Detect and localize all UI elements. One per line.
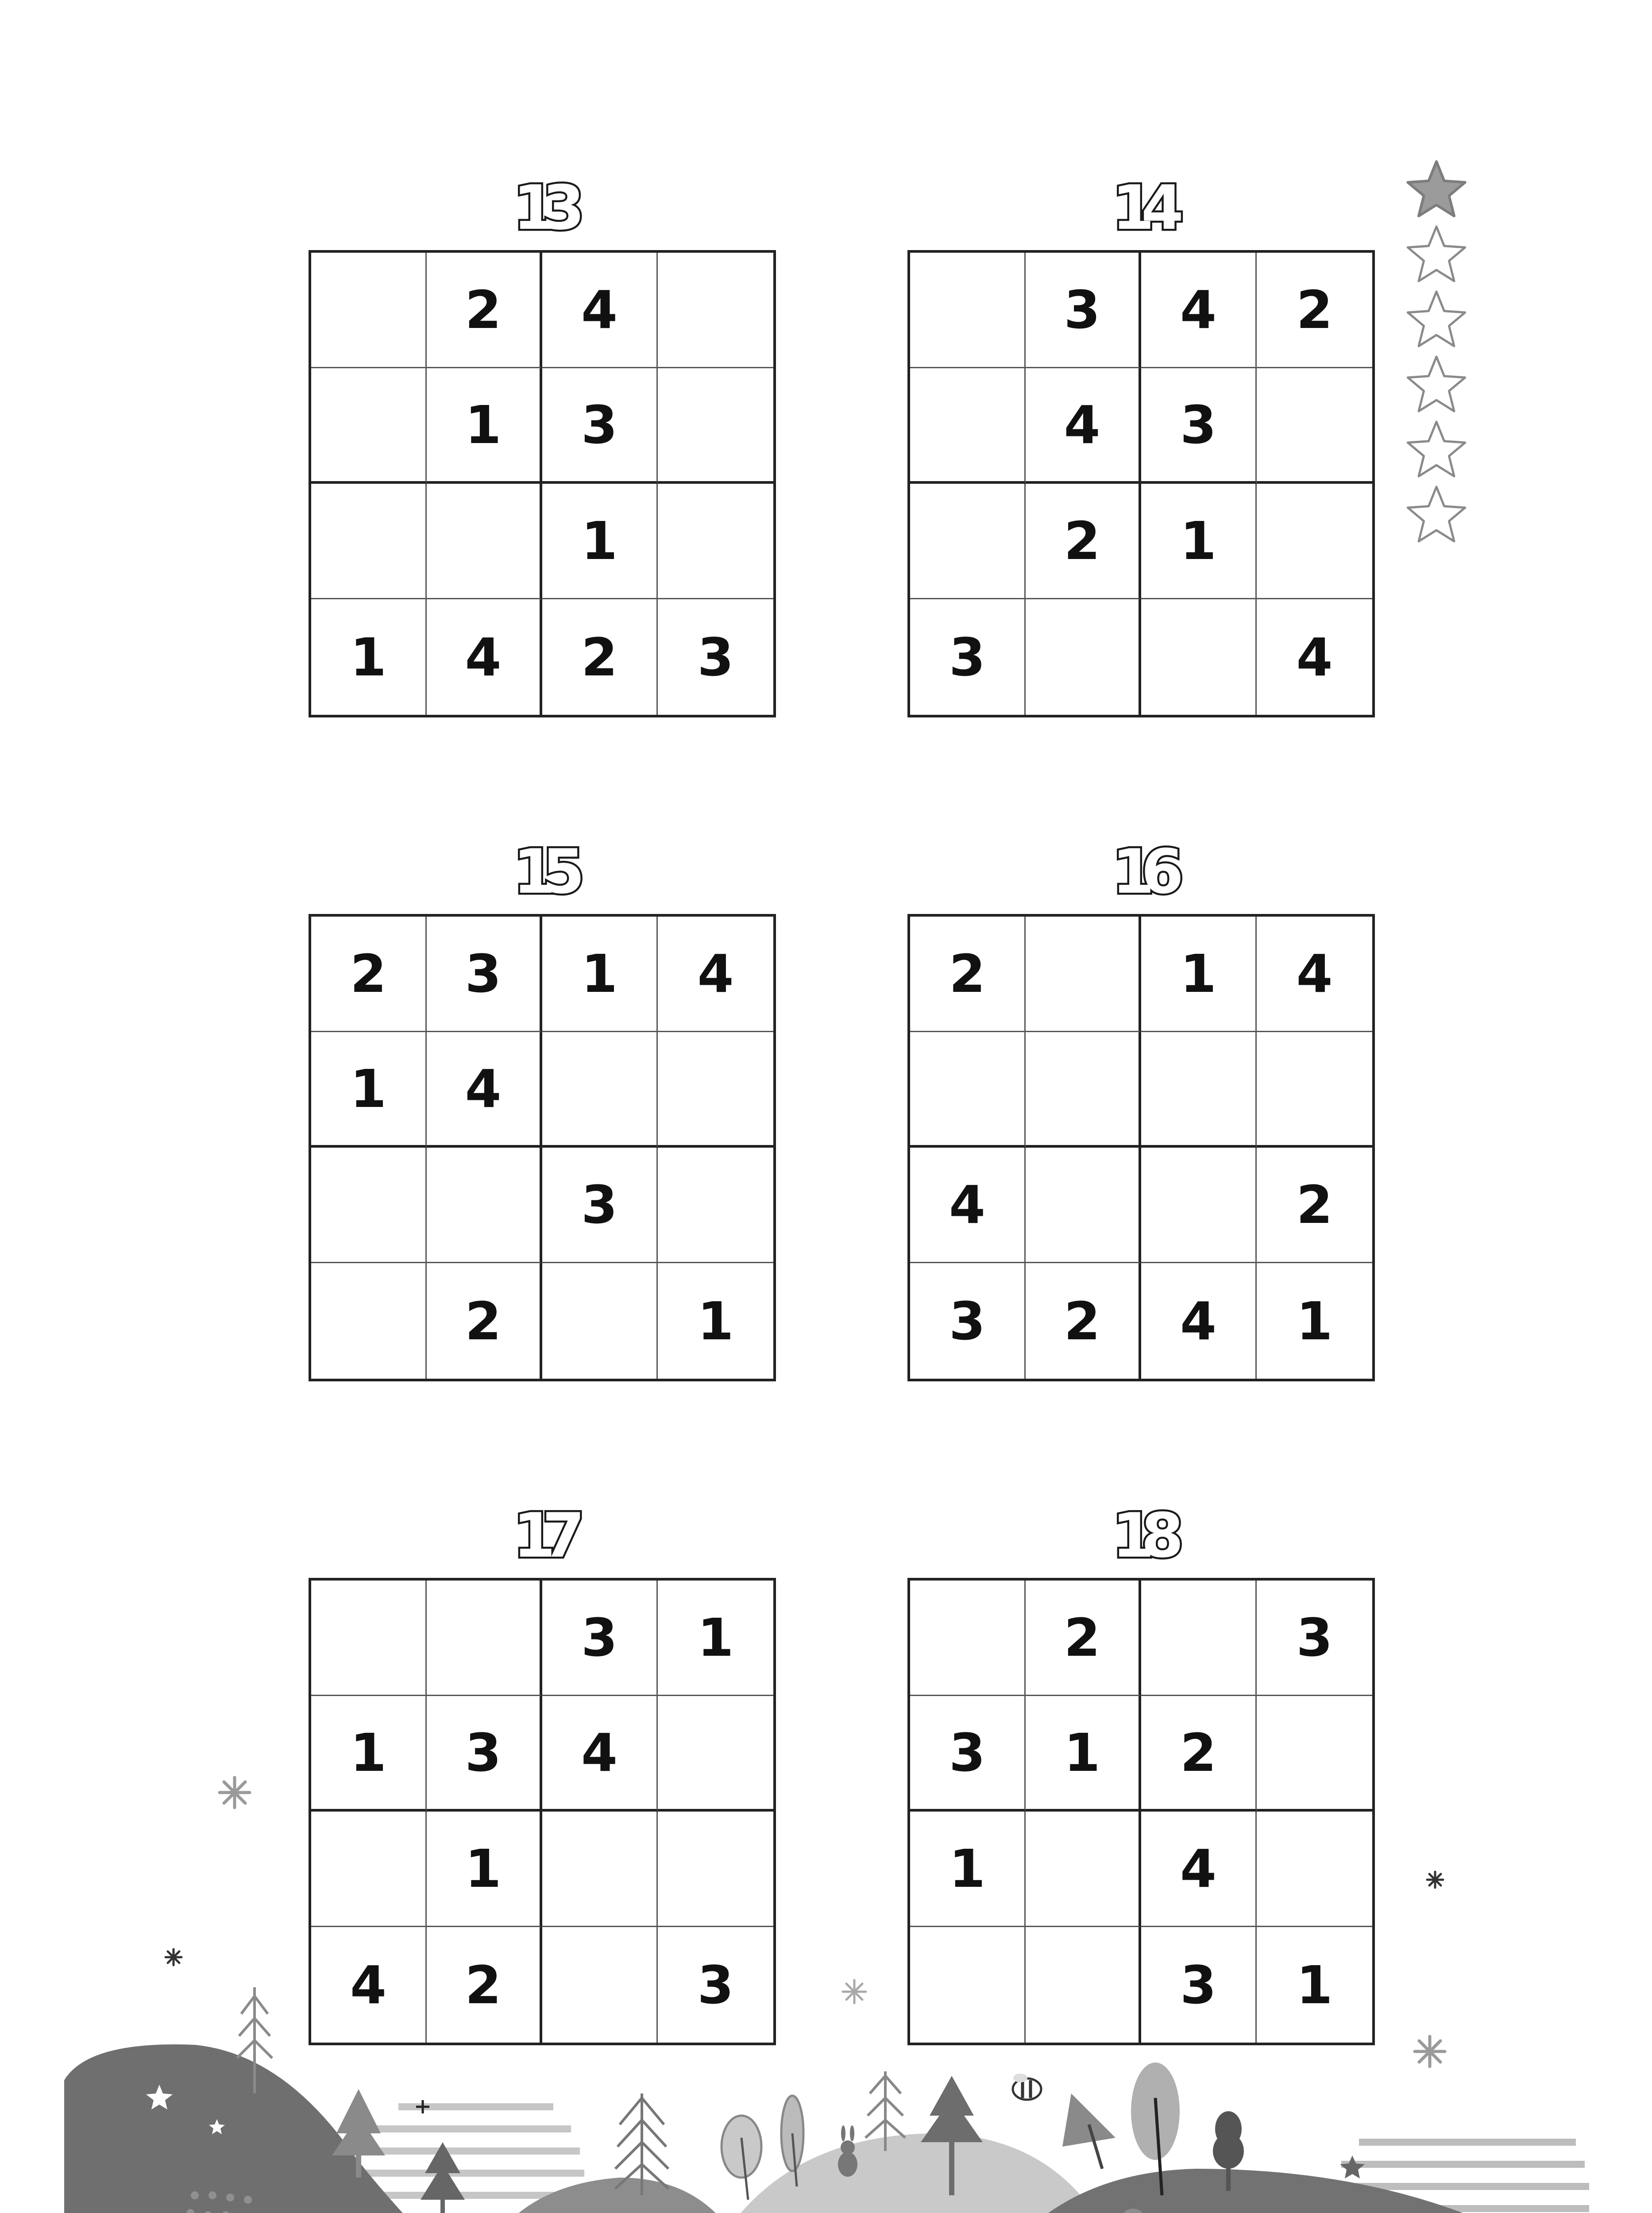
- grid-cell: 3: [542, 368, 658, 484]
- puzzle-number: 16: [1112, 836, 1171, 907]
- grid-cell: 3: [1026, 253, 1141, 368]
- grid-cell: [1257, 1812, 1372, 1927]
- grid-cell: 3: [1141, 1927, 1257, 2043]
- grid-cell: 1: [1296, 1954, 1333, 2016]
- grid-cell: [1141, 599, 1257, 715]
- puzzle-number: 14: [1112, 172, 1171, 243]
- star-icon: [1340, 2155, 1365, 2178]
- grid-cell: [311, 1812, 427, 1927]
- grid-cell: [1257, 1696, 1372, 1812]
- grid-cell: 2: [1026, 1581, 1141, 1696]
- grid-cell: 1: [1141, 484, 1257, 599]
- striped-hill-left: [350, 2107, 584, 2195]
- grid-cell: 4: [658, 917, 773, 1032]
- grid-cell: 2: [311, 917, 427, 1032]
- grid-cell: 2: [1141, 1696, 1257, 1812]
- grid-cell: [542, 1812, 658, 1927]
- grid-cell: [311, 1148, 427, 1263]
- grid-cell: 3: [542, 1581, 658, 1696]
- sparkle-icon: [217, 1775, 252, 1810]
- grid-cell: [910, 1032, 1026, 1148]
- grid-cell: 4: [910, 1148, 1026, 1263]
- grid-cell: [1026, 1148, 1141, 1263]
- grid-cell: 1: [542, 917, 658, 1032]
- grid-cell: 1: [1141, 917, 1257, 1032]
- grid-cell: 2: [1026, 1263, 1141, 1379]
- grid-cell: [427, 1148, 542, 1263]
- grid-cell: 2: [427, 1927, 542, 2043]
- grid-cell: 3: [910, 1696, 1026, 1812]
- grid-cell: 3: [542, 1148, 658, 1263]
- grid-cell: [658, 368, 773, 484]
- star-icon: [1403, 482, 1470, 549]
- grid-cell: 4: [542, 253, 658, 368]
- puzzle-number: 18: [1112, 1500, 1171, 1571]
- grid-cell: [658, 1812, 773, 1927]
- grid-cell: 1: [311, 599, 427, 715]
- grid-cell: [1026, 917, 1141, 1032]
- sudoku-grid: [907, 250, 1375, 717]
- grid-cell: 1: [1296, 1290, 1333, 1352]
- grid-cell: 1: [311, 1696, 427, 1812]
- grid-cell: 3: [697, 1954, 734, 2016]
- grid-cell: 2: [1257, 1148, 1372, 1263]
- grid-cell: [1257, 1032, 1372, 1148]
- grid-cell: 4: [1296, 626, 1333, 688]
- grid-cell: [427, 484, 542, 599]
- puzzle-number: 13: [513, 172, 572, 243]
- grid-cell: [311, 1263, 427, 1379]
- sudoku-grid: [309, 914, 776, 1381]
- grid-cell: 2: [910, 917, 1026, 1032]
- grid-cell: [910, 368, 1026, 484]
- grid-cell: [311, 253, 427, 368]
- grid-cell: [1257, 368, 1372, 484]
- grid-cell: 2: [427, 1263, 542, 1379]
- star-icon: [1403, 417, 1470, 484]
- bee-icon: [1013, 2074, 1041, 2100]
- grid-cell: 3: [697, 626, 734, 688]
- grid-cell: 1: [311, 1032, 427, 1148]
- grid-cell: [427, 1581, 542, 1696]
- grid-cell: 3: [910, 1263, 1026, 1379]
- puzzle-number: 15: [513, 836, 572, 907]
- grid-cell: 1: [658, 1581, 773, 1696]
- grid-cell: [311, 484, 427, 599]
- sudoku-grid: [309, 250, 776, 717]
- grid-cell: [658, 1696, 773, 1812]
- grid-cell: 3: [1257, 1581, 1372, 1696]
- grid-cell: 4: [427, 1032, 542, 1148]
- grid-cell: [1141, 1581, 1257, 1696]
- sparkle-icon: [1425, 1870, 1445, 1889]
- pine-tree-icon: [615, 2093, 668, 2195]
- grid-cell: 2: [427, 253, 542, 368]
- grid-cell: [658, 1148, 773, 1263]
- difficulty-rating: [1403, 157, 1470, 555]
- grid-cell: 4: [427, 599, 542, 715]
- grid-cell: [658, 1032, 773, 1148]
- grid-cell: [311, 1581, 427, 1696]
- grid-cell: [910, 1581, 1026, 1696]
- grid-cell: 1: [1026, 1696, 1141, 1812]
- grid-cell: [658, 484, 773, 599]
- grid-cell: [1026, 599, 1141, 715]
- grid-cell: 3: [427, 1696, 542, 1812]
- grid-cell: [910, 253, 1026, 368]
- puzzle-number: 17: [513, 1500, 572, 1571]
- star-icon: [1403, 287, 1470, 354]
- star-icon: [1403, 157, 1470, 224]
- grid-cell: [542, 1032, 658, 1148]
- grid-cell: 4: [1026, 368, 1141, 484]
- grid-cell: [1026, 1032, 1141, 1148]
- star-icon: [1403, 352, 1470, 419]
- grid-cell: 1: [542, 484, 658, 599]
- grid-cell: [1257, 484, 1372, 599]
- star-icon: [1403, 222, 1470, 289]
- grid-cell: 4: [1141, 1263, 1257, 1379]
- grid-cell: 2: [542, 599, 658, 715]
- grid-cell: [910, 484, 1026, 599]
- grid-cell: 2: [1026, 484, 1141, 599]
- grid-cell: 2: [1257, 253, 1372, 368]
- grid-cell: [311, 368, 427, 484]
- grid-cell: [1141, 1032, 1257, 1148]
- grid-cell: 1: [427, 1812, 542, 1927]
- grid-cell: [542, 1263, 658, 1379]
- grid-cell: 3: [427, 917, 542, 1032]
- grid-cell: 1: [697, 1290, 734, 1352]
- hills-illustration: [0, 1947, 1652, 2213]
- grid-cell: 4: [1257, 917, 1372, 1032]
- grid-cell: [1026, 1812, 1141, 1927]
- grid-cell: 3: [910, 599, 1026, 715]
- grid-cell: 4: [542, 1696, 658, 1812]
- grid-cell: 3: [1141, 368, 1257, 484]
- tree-icon: [1062, 2093, 1115, 2169]
- grid-cell: 1: [910, 1812, 1026, 1927]
- sudoku-grid: [907, 914, 1375, 1381]
- grid-cell: [1141, 1148, 1257, 1263]
- tree-icon: [722, 2116, 761, 2200]
- grid-cell: 4: [1141, 1812, 1257, 1927]
- grid-cell: 4: [311, 1927, 427, 2043]
- grid-cell: [658, 253, 773, 368]
- grid-cell: 4: [1141, 253, 1257, 368]
- grid-cell: 1: [427, 368, 542, 484]
